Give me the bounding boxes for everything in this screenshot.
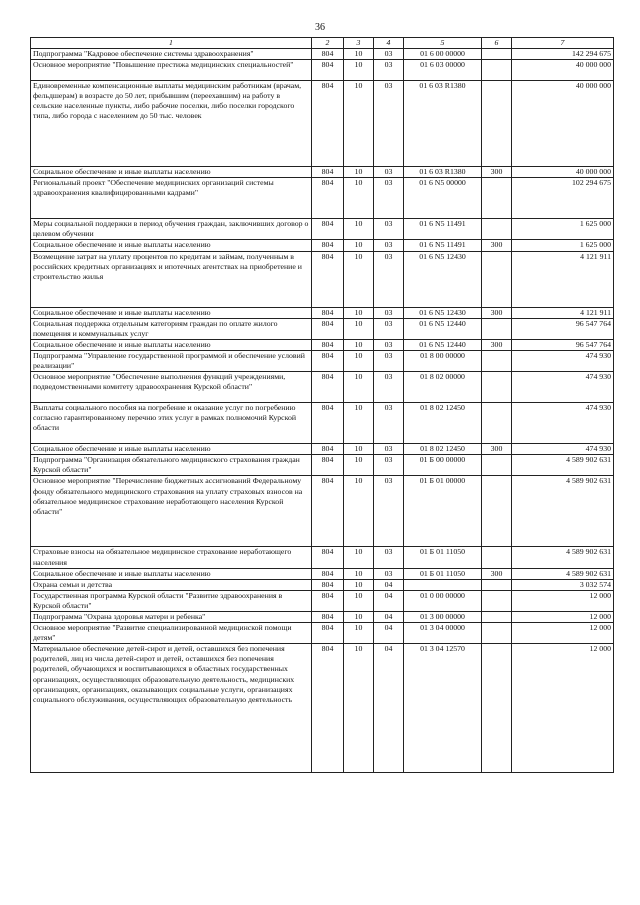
row-name: Выплаты социального пособия на погребение и оказание услуг по погребению согласно гарантированному перечню этих услуг в рамках полномочий Курской области <box>31 403 312 444</box>
cell-admin-code: 804 <box>312 403 344 444</box>
row-name: Социальное обеспечение и иные выплаты населению <box>31 167 312 178</box>
cell-amount: 4 589 902 631 <box>512 455 614 476</box>
cell-amount: 96 547 764 <box>512 318 614 339</box>
cell-admin-code: 804 <box>312 219 344 240</box>
row-name: Подпрограмма "Кадровое обеспечение системы здравоохранения" <box>31 49 312 60</box>
cell-subsection: 03 <box>374 350 404 371</box>
cell-section: 10 <box>344 350 374 371</box>
cell-expense-type <box>482 251 512 307</box>
cell-subsection: 03 <box>374 81 404 167</box>
cell-subsection: 03 <box>374 476 404 547</box>
cell-subsection: 03 <box>374 403 404 444</box>
table-row <box>31 339 614 350</box>
table-row <box>31 60 614 81</box>
row-name: Социальное обеспечение и иные выплаты населению <box>31 307 312 318</box>
cell-admin-code: 804 <box>312 476 344 547</box>
column-header: 7 <box>512 38 614 49</box>
cell-subsection: 04 <box>374 623 404 644</box>
cell-admin-code: 804 <box>312 240 344 251</box>
table-row <box>31 455 614 476</box>
cell-section: 10 <box>344 60 374 81</box>
row-name: Страховые взносы на обязательное медицинское страхование неработающего населения <box>31 547 312 568</box>
cell-section: 10 <box>344 81 374 167</box>
cell-amount: 474 930 <box>512 444 614 455</box>
cell-expense-type: 300 <box>482 339 512 350</box>
cell-admin-code: 804 <box>312 350 344 371</box>
cell-amount: 40 000 000 <box>512 60 614 81</box>
cell-amount: 3 032 574 <box>512 579 614 590</box>
cell-subsection: 04 <box>374 579 404 590</box>
cell-expense-type <box>482 350 512 371</box>
cell-section: 10 <box>344 403 374 444</box>
cell-subsection: 03 <box>374 178 404 219</box>
row-name: Основное мероприятие "Обеспечение выполнения функций учреждениями, подведомственными комитету здравоохранения Курской области" <box>31 372 312 403</box>
cell-section: 10 <box>344 611 374 622</box>
cell-subsection: 04 <box>374 611 404 622</box>
cell-expense-type <box>482 590 512 611</box>
cell-target-article: 01 6 00 00000 <box>404 49 482 60</box>
cell-section: 10 <box>344 372 374 403</box>
cell-target-article <box>404 579 482 590</box>
cell-target-article: 01 6 03 R1380 <box>404 81 482 167</box>
cell-amount: 1 625 000 <box>512 240 614 251</box>
cell-target-article: 01 6 03 R1380 <box>404 167 482 178</box>
cell-section: 10 <box>344 219 374 240</box>
cell-amount: 4 589 902 631 <box>512 568 614 579</box>
cell-subsection: 03 <box>374 568 404 579</box>
cell-amount: 142 294 675 <box>512 49 614 60</box>
cell-section: 10 <box>344 49 374 60</box>
cell-target-article: 01 Б 01 11050 <box>404 568 482 579</box>
column-header: 2 <box>312 38 344 49</box>
table-row <box>31 547 614 568</box>
cell-expense-type <box>482 49 512 60</box>
cell-admin-code: 804 <box>312 60 344 81</box>
table-row <box>31 579 614 590</box>
cell-target-article: 01 6 N5 12430 <box>404 307 482 318</box>
cell-section: 10 <box>344 547 374 568</box>
row-name: Основное мероприятие "Развитие специализированной медицинской помощи детям" <box>31 623 312 644</box>
row-name: Социальная поддержка отдельным категориям граждан по оплате жилого помещения и коммунальных услуг <box>31 318 312 339</box>
cell-section: 10 <box>344 251 374 307</box>
cell-section: 10 <box>344 644 374 773</box>
table-row <box>31 167 614 178</box>
cell-admin-code: 804 <box>312 167 344 178</box>
cell-admin-code: 804 <box>312 455 344 476</box>
cell-admin-code: 804 <box>312 372 344 403</box>
cell-amount: 4 589 902 631 <box>512 547 614 568</box>
row-name: Социальное обеспечение и иные выплаты населению <box>31 339 312 350</box>
cell-expense-type: 300 <box>482 444 512 455</box>
cell-section: 10 <box>344 167 374 178</box>
column-header: 4 <box>374 38 404 49</box>
page-number: 36 <box>315 22 325 33</box>
table-row <box>31 568 614 579</box>
cell-target-article: 01 8 02 12450 <box>404 444 482 455</box>
cell-section: 10 <box>344 318 374 339</box>
cell-expense-type <box>482 455 512 476</box>
cell-subsection: 03 <box>374 219 404 240</box>
cell-amount: 40 000 000 <box>512 167 614 178</box>
row-name: Материальное обеспечение детей-сирот и детей, оставшихся без попечения родителей, лиц из числа детей-сирот и детей, оставшихся без попечения родителей, обучающихся и воспитывающихся в областных государственных организациях, осуществляющих образовательную деятельность, медицинских организациях, организациях, оказывающих социальные услуги, организациях социального обслуживания, осуществляющих образовательную деятельность <box>31 644 312 773</box>
cell-amount: 4 589 902 631 <box>512 476 614 547</box>
cell-expense-type: 300 <box>482 307 512 318</box>
cell-amount: 4 121 911 <box>512 251 614 307</box>
cell-amount: 1 625 000 <box>512 219 614 240</box>
cell-admin-code: 804 <box>312 623 344 644</box>
cell-expense-type <box>482 644 512 773</box>
cell-section: 10 <box>344 178 374 219</box>
cell-admin-code: 804 <box>312 318 344 339</box>
cell-expense-type: 300 <box>482 240 512 251</box>
cell-target-article: 01 8 02 00000 <box>404 372 482 403</box>
row-name: Подпрограмма "Организация обязательного медицинского страхования граждан Курской области" <box>31 455 312 476</box>
cell-admin-code: 804 <box>312 568 344 579</box>
table-row <box>31 318 614 339</box>
cell-section: 10 <box>344 444 374 455</box>
cell-target-article: 01 6 N5 11491 <box>404 219 482 240</box>
column-header: 6 <box>482 38 512 49</box>
budget-table <box>30 37 614 773</box>
cell-amount: 12 000 <box>512 644 614 773</box>
cell-section: 10 <box>344 590 374 611</box>
row-name: Основное мероприятие "Повышение престижа медицинских специальностей" <box>31 60 312 81</box>
cell-subsection: 04 <box>374 644 404 773</box>
cell-expense-type <box>482 81 512 167</box>
cell-expense-type <box>482 579 512 590</box>
cell-subsection: 03 <box>374 372 404 403</box>
column-header: 5 <box>404 38 482 49</box>
cell-target-article: 01 8 00 00000 <box>404 350 482 371</box>
cell-section: 10 <box>344 455 374 476</box>
table-row <box>31 403 614 444</box>
cell-subsection: 03 <box>374 167 404 178</box>
table-row <box>31 372 614 403</box>
cell-amount: 474 930 <box>512 372 614 403</box>
cell-subsection: 03 <box>374 455 404 476</box>
cell-expense-type: 300 <box>482 568 512 579</box>
row-name: Социальное обеспечение и иные выплаты населению <box>31 240 312 251</box>
column-header: 1 <box>31 38 312 49</box>
cell-target-article: 01 6 N5 12430 <box>404 251 482 307</box>
cell-expense-type <box>482 623 512 644</box>
table-row <box>31 644 614 773</box>
cell-target-article: 01 8 02 12450 <box>404 403 482 444</box>
cell-expense-type <box>482 60 512 81</box>
cell-subsection: 03 <box>374 251 404 307</box>
cell-admin-code: 804 <box>312 251 344 307</box>
cell-target-article: 01 Б 01 00000 <box>404 476 482 547</box>
table-row <box>31 219 614 240</box>
cell-admin-code: 804 <box>312 590 344 611</box>
cell-amount: 4 121 911 <box>512 307 614 318</box>
cell-amount: 12 000 <box>512 623 614 644</box>
cell-subsection: 03 <box>374 339 404 350</box>
cell-target-article: 01 6 N5 11491 <box>404 240 482 251</box>
row-name: Единовременные компенсационные выплаты медицинским работникам (врачам, фельдшерам) в возрасте до 50 лет, прибывшим (переехавшим) на работу в сельские населенные пункты, либо рабочие поселки, либо поселки городского типа, либо города с населением до 50 тыс. человек <box>31 81 312 167</box>
table-row <box>31 350 614 371</box>
cell-section: 10 <box>344 568 374 579</box>
cell-expense-type <box>482 547 512 568</box>
row-name: Подпрограмма "Охрана здоровья матери и ребенка" <box>31 611 312 622</box>
cell-section: 10 <box>344 339 374 350</box>
cell-target-article: 01 6 N5 00000 <box>404 178 482 219</box>
cell-target-article: 01 6 03 00000 <box>404 60 482 81</box>
cell-expense-type <box>482 403 512 444</box>
cell-amount: 12 000 <box>512 590 614 611</box>
cell-admin-code: 804 <box>312 611 344 622</box>
table-row <box>31 49 614 60</box>
cell-section: 10 <box>344 476 374 547</box>
row-name: Охрана семьи и детства <box>31 579 312 590</box>
cell-target-article: 01 Б 01 11050 <box>404 547 482 568</box>
cell-admin-code: 804 <box>312 307 344 318</box>
table-row <box>31 611 614 622</box>
cell-subsection: 03 <box>374 307 404 318</box>
row-name: Возмещение затрат на уплату процентов по кредитам и займам, полученным в российских кредитных организациях и ипотечных агентствах на приобретение и строительство жилья <box>31 251 312 307</box>
table-row <box>31 623 614 644</box>
cell-expense-type <box>482 476 512 547</box>
table-row <box>31 81 614 167</box>
cell-subsection: 03 <box>374 318 404 339</box>
cell-expense-type <box>482 178 512 219</box>
table-row <box>31 476 614 547</box>
table-row <box>31 590 614 611</box>
cell-section: 10 <box>344 307 374 318</box>
cell-admin-code: 804 <box>312 81 344 167</box>
cell-subsection: 03 <box>374 444 404 455</box>
table-row <box>31 240 614 251</box>
cell-admin-code: 804 <box>312 49 344 60</box>
cell-admin-code: 804 <box>312 547 344 568</box>
cell-target-article: 01 6 N5 12440 <box>404 318 482 339</box>
cell-admin-code: 804 <box>312 644 344 773</box>
cell-target-article: 01 6 N5 12440 <box>404 339 482 350</box>
table-row <box>31 444 614 455</box>
cell-amount: 474 930 <box>512 403 614 444</box>
table-row <box>31 307 614 318</box>
cell-section: 10 <box>344 623 374 644</box>
row-name: Основное мероприятие "Перечисление бюджетных ассигнований Федеральному фонду обязательного медицинского страхования на уплату страховых взносов на обязательное медицинское страхование неработающего населения Курской области" <box>31 476 312 547</box>
row-name: Подпрограмма "Управление государственной программой и обеспечение условий реализации" <box>31 350 312 371</box>
cell-expense-type <box>482 372 512 403</box>
cell-amount: 96 547 764 <box>512 339 614 350</box>
cell-amount: 102 294 675 <box>512 178 614 219</box>
cell-subsection: 03 <box>374 49 404 60</box>
cell-admin-code: 804 <box>312 579 344 590</box>
cell-amount: 12 000 <box>512 611 614 622</box>
cell-target-article: 01 3 04 12570 <box>404 644 482 773</box>
cell-expense-type <box>482 219 512 240</box>
cell-section: 10 <box>344 579 374 590</box>
cell-admin-code: 804 <box>312 444 344 455</box>
cell-section: 10 <box>344 240 374 251</box>
cell-expense-type <box>482 318 512 339</box>
row-name: Социальное обеспечение и иные выплаты населению <box>31 444 312 455</box>
cell-amount: 474 930 <box>512 350 614 371</box>
cell-expense-type <box>482 611 512 622</box>
cell-target-article: 01 Б 00 00000 <box>404 455 482 476</box>
cell-admin-code: 804 <box>312 339 344 350</box>
row-name: Региональный проект "Обеспечение медицинских организаций системы здравоохранения квалифицированными кадрами" <box>31 178 312 219</box>
cell-target-article: 01 3 00 00000 <box>404 611 482 622</box>
table-row <box>31 178 614 219</box>
row-name: Меры социальной поддержки в период обучения граждан, заключивших договор о целевом обучении <box>31 219 312 240</box>
cell-target-article: 01 3 04 00000 <box>404 623 482 644</box>
cell-admin-code: 804 <box>312 178 344 219</box>
cell-expense-type: 300 <box>482 167 512 178</box>
table-row <box>31 251 614 307</box>
cell-subsection: 03 <box>374 547 404 568</box>
cell-subsection: 03 <box>374 60 404 81</box>
cell-subsection: 03 <box>374 240 404 251</box>
row-name: Государственная программа Курской области "Развитие здравоохранения в Курской области" <box>31 590 312 611</box>
cell-target-article: 01 0 00 00000 <box>404 590 482 611</box>
column-header: 3 <box>344 38 374 49</box>
row-name: Социальное обеспечение и иные выплаты населению <box>31 568 312 579</box>
cell-subsection: 04 <box>374 590 404 611</box>
cell-amount: 40 000 000 <box>512 81 614 167</box>
table-header-row <box>31 38 614 49</box>
